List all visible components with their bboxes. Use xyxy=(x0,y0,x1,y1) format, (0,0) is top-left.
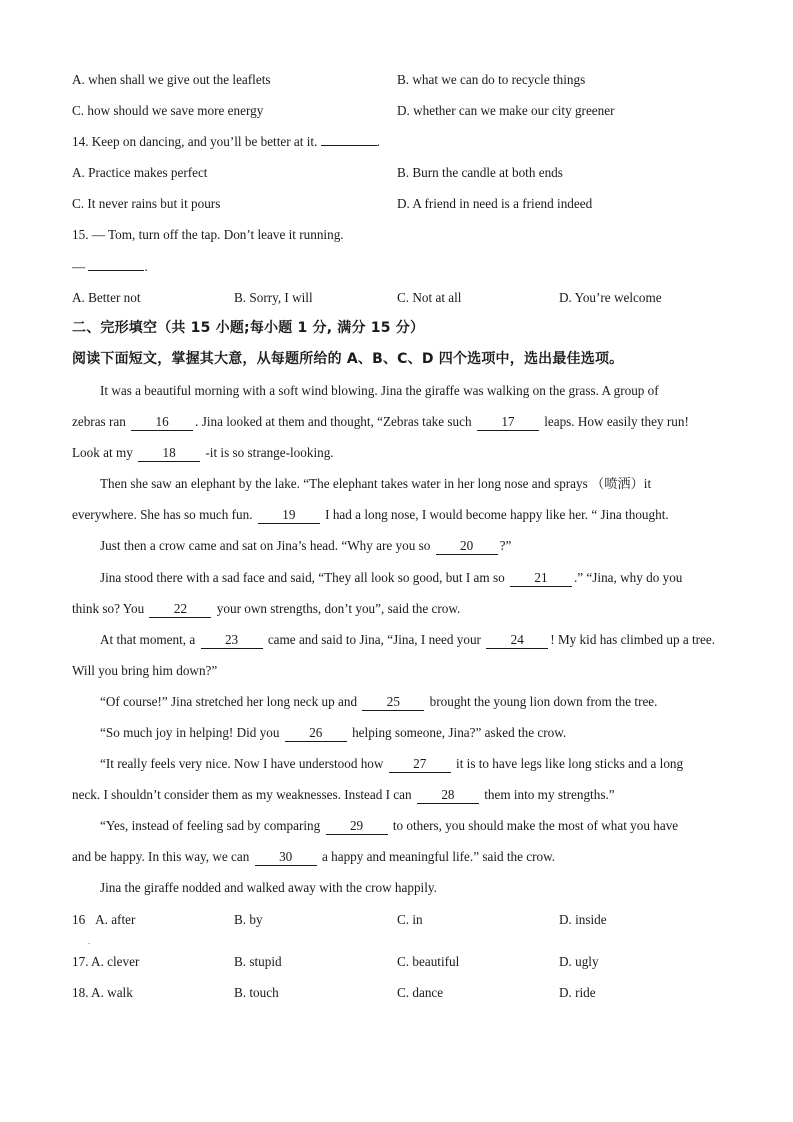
q15-reply-end: . xyxy=(144,258,148,274)
passage-text: helping someone, Jina?” asked the crow. xyxy=(352,724,567,740)
q15-stem-text: 15. — Tom, turn off the tap. Don’t leave it running. xyxy=(72,227,344,243)
q17-option-b: B. stupid xyxy=(234,953,282,969)
section-instruction: 阅读下面短文，掌握其大意，从每题所给的 A、B、C、D 四个选项中，选出最佳选项。 xyxy=(72,350,624,367)
passage-line xyxy=(72,406,732,437)
blank-18: 18 xyxy=(138,445,200,462)
q15-options-row xyxy=(72,282,732,313)
passage-text: brought the young lion down from the tree. xyxy=(429,693,658,709)
passage-line xyxy=(72,810,732,841)
q17-option-d: D. ugly xyxy=(559,953,599,969)
blank-19: 19 xyxy=(258,507,320,524)
passage-text: to others, you should make the most of what you have xyxy=(392,818,679,834)
passage-text: Just then a crow came and sat on Jina’s head. “Why are you so xyxy=(100,538,431,554)
passage-text: Jina stood there with a sad face and said, “They all look so good, but I am so xyxy=(100,569,505,585)
passage-text: Look at my xyxy=(72,445,133,461)
q15-stem xyxy=(72,219,732,250)
passage-line xyxy=(72,748,732,779)
passage-text: “It really feels very nice. Now I have understood how xyxy=(100,756,384,772)
answer-blank xyxy=(321,131,377,146)
passage-text: think so? You xyxy=(72,600,145,616)
q13-options-row-1 xyxy=(72,64,732,95)
passage-text: At that moment, a xyxy=(100,631,196,647)
q17-option-c: C. beautiful xyxy=(397,953,460,969)
passage-text: and be happy. In this way, we can xyxy=(72,849,250,865)
q13-option-d: D. whether can we make our city greener xyxy=(397,103,615,119)
q13-options-row-2 xyxy=(72,95,732,126)
passage-line: It was a beautiful morning with a soft wind blowing. Jina the giraffe was walking on the grass. A group of xyxy=(100,382,659,398)
q14-option-b: B. Burn the candle at both ends xyxy=(397,165,563,181)
q13-option-a: A. when shall we give out the leaflets xyxy=(72,72,271,87)
blank-22: 22 xyxy=(149,601,211,618)
passage-text: your own strengths, don’t you”, said the crow. xyxy=(216,600,461,616)
stray-mark: . xyxy=(88,936,90,946)
q16-option-b: B. by xyxy=(234,911,263,927)
q14-stem xyxy=(72,126,732,157)
passage-line xyxy=(72,499,732,530)
blank-17: 17 xyxy=(477,414,539,431)
q15-option-b: B. Sorry, I will xyxy=(234,289,313,305)
passage-line xyxy=(72,779,732,810)
q16-option-c: C. in xyxy=(397,911,423,927)
passage-line: Will you bring him down?” xyxy=(72,662,218,678)
passage-text: .” “Jina, why do you xyxy=(573,569,683,585)
blank-16: 16 xyxy=(131,414,193,431)
passage-line xyxy=(72,686,732,717)
passage-text: neck. I shouldn’t consider them as my weaknesses. Instead I can xyxy=(72,787,412,803)
passage-line xyxy=(72,593,732,624)
q18-options-row xyxy=(72,977,732,1008)
q16-number xyxy=(72,904,135,935)
passage-line xyxy=(72,624,732,655)
blank-20: 20 xyxy=(436,538,498,555)
blank-29: 29 xyxy=(326,818,388,835)
blank-24: 24 xyxy=(486,632,548,649)
passage-line: Then she saw an elephant by the lake. “The elephant takes water in her long nose and sprays （喷洒）it xyxy=(100,476,652,492)
blank-30: 30 xyxy=(255,849,317,866)
passage-text: zebras ran xyxy=(72,414,126,430)
passage-line xyxy=(72,841,732,872)
passage-line xyxy=(72,562,732,593)
blank-26: 26 xyxy=(285,725,347,742)
q16-num: 16 xyxy=(72,911,86,927)
passage-text: it is to have legs like long sticks and a long xyxy=(456,756,684,772)
passage-line: Jina the giraffe nodded and walked away with the crow happily. xyxy=(100,880,437,896)
passage-text: I had a long nose, I would become happy like her. “ Jina thought. xyxy=(325,507,669,523)
document-page xyxy=(72,64,732,1008)
q18-option-d: D. ride xyxy=(559,984,596,1000)
q15-reply-dash: — xyxy=(72,258,86,274)
q15-option-a: A. Better not xyxy=(72,289,141,305)
q13-option-c: C. how should we save more energy xyxy=(72,103,264,119)
passage-text: “So much joy in helping! Did you xyxy=(100,724,280,740)
passage-text: ?” xyxy=(499,538,512,554)
q15-option-c: C. Not at all xyxy=(397,289,462,305)
q17-option-a: 17. A. clever xyxy=(72,953,140,969)
passage-text: everywhere. She has so much fun. xyxy=(72,507,253,523)
q18-option-a: 18. A. walk xyxy=(72,984,133,1000)
passage-line xyxy=(72,530,732,561)
q14-stem-text: 14. Keep on dancing, and you’ll be better at it. xyxy=(72,134,318,150)
answer-blank xyxy=(88,256,144,271)
q16-option-d: D. inside xyxy=(559,911,607,927)
passage-text: -it is so strange-looking. xyxy=(205,445,334,461)
passage-text: “Yes, instead of feeling sad by comparing xyxy=(100,818,321,834)
q14-options-row-1 xyxy=(72,157,732,188)
passage-text: leaps. How easily they run! xyxy=(544,414,689,430)
q14-option-d: D. A friend in need is a friend indeed xyxy=(397,196,593,212)
q18-option-b: B. touch xyxy=(234,984,279,1000)
passage-line xyxy=(72,437,732,468)
passage-text: them into my strengths.” xyxy=(484,787,615,803)
q16-option-a: A. after xyxy=(95,911,136,927)
passage-text: ! My kid has climbed up a tree. xyxy=(550,631,716,647)
passage-line xyxy=(72,717,732,748)
q15-reply xyxy=(72,251,732,282)
blank-25: 25 xyxy=(362,694,424,711)
blank-21: 21 xyxy=(510,570,572,587)
q13-option-b: B. what we can do to recycle things xyxy=(397,72,586,87)
q18-option-c: C. dance xyxy=(397,984,444,1000)
q14-stem-end: . xyxy=(376,134,380,150)
blank-27: 27 xyxy=(389,756,451,773)
q16-options-row xyxy=(72,904,732,946)
section-heading: 二、完形填空（共 15 小题;每小题 1 分, 满分 15 分） xyxy=(72,319,425,336)
q14-option-a: A. Practice makes perfect xyxy=(72,165,208,181)
passage-text: . Jina looked at them and thought, “Zebras take such xyxy=(195,414,472,430)
blank-28: 28 xyxy=(417,787,479,804)
q17-options-row xyxy=(72,946,732,977)
q15-option-d: D. You’re welcome xyxy=(559,289,662,305)
q14-options-row-2 xyxy=(72,188,732,219)
passage-text: a happy and meaningful life.” said the crow. xyxy=(321,849,556,865)
passage-text: “Of course!” Jina stretched her long neck up and xyxy=(100,693,358,709)
q14-option-c: C. It never rains but it pours xyxy=(72,196,221,212)
blank-23: 23 xyxy=(201,632,263,649)
passage-text: came and said to Jina, “Jina, I need your xyxy=(267,631,481,647)
